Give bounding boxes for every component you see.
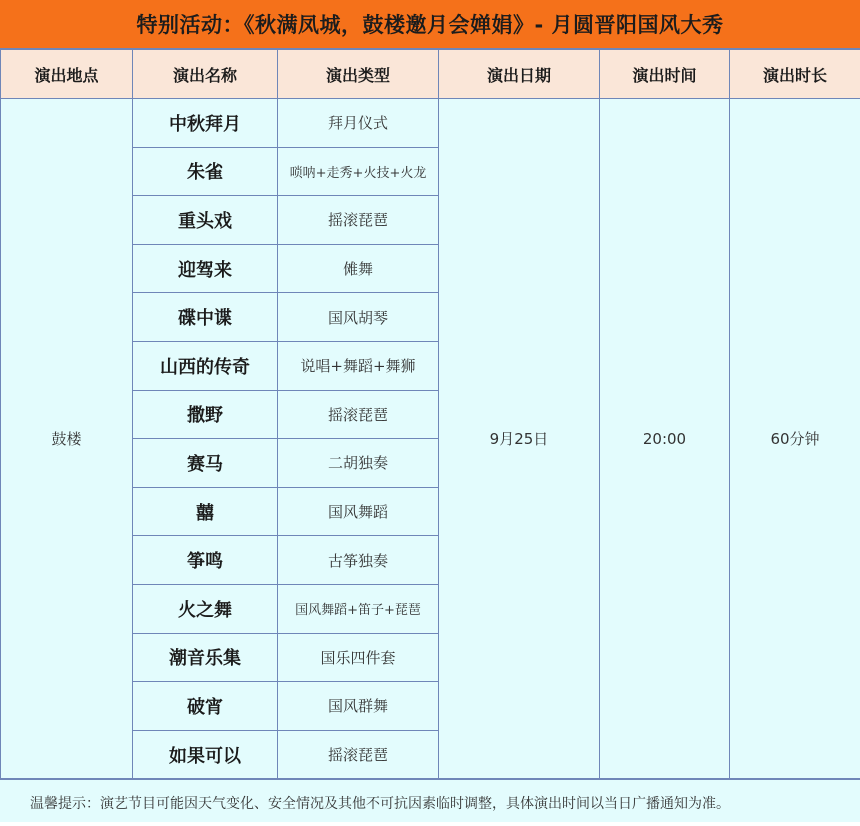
program-name: 赛马 <box>133 439 278 488</box>
header-location: 演出地点 <box>1 50 133 99</box>
program-name: 撒野 <box>133 390 278 439</box>
program-name: 囍 <box>133 487 278 536</box>
header-duration: 演出时长 <box>730 50 860 99</box>
program-type: 二胡独奏 <box>278 439 439 488</box>
program-name: 山西的传奇 <box>133 341 278 390</box>
program-type: 拜月仪式 <box>278 99 439 148</box>
location-cell: 鼓楼 <box>1 99 133 779</box>
program-type: 古筝独奏 <box>278 536 439 585</box>
program-name: 中秋拜月 <box>133 99 278 148</box>
program-name: 破宵 <box>133 682 278 731</box>
header-date: 演出日期 <box>439 50 600 99</box>
program-type: 国风舞蹈 <box>278 487 439 536</box>
date-cell: 9月25日 <box>439 99 600 779</box>
program-type: 唢呐+走秀+火技+火龙 <box>278 147 439 196</box>
program-name: 碟中谍 <box>133 293 278 342</box>
time-cell: 20:00 <box>600 99 730 779</box>
program-name: 如果可以 <box>133 730 278 779</box>
duration-cell: 60分钟 <box>730 99 860 779</box>
program-type: 国风舞蹈+笛子+琵琶 <box>278 584 439 633</box>
program-type: 国风群舞 <box>278 682 439 731</box>
footer-notice: 温馨提示：演艺节目可能因天气变化、安全情况及其他不可抗因素临时调整，具体演出时间以当日广播通知为准。 <box>0 779 860 826</box>
event-title: 特别活动：《秋满凤城，鼓楼邀月会婵娟》- 月圆晋阳国风大秀 <box>0 0 860 49</box>
header-row <box>1 50 860 99</box>
program-name: 重头戏 <box>133 196 278 245</box>
program-type: 摇滚琵琶 <box>278 390 439 439</box>
program-type: 傩舞 <box>278 244 439 293</box>
program-name: 筝鸣 <box>133 536 278 585</box>
program-name: 火之舞 <box>133 584 278 633</box>
program-type: 国风胡琴 <box>278 293 439 342</box>
schedule-table <box>0 49 860 779</box>
program-name: 潮音乐集 <box>133 633 278 682</box>
program-type: 说唱+舞蹈+舞狮 <box>278 341 439 390</box>
program-name: 朱雀 <box>133 147 278 196</box>
program-type: 摇滚琵琶 <box>278 730 439 779</box>
header-time: 演出时间 <box>600 50 730 99</box>
header-type: 演出类型 <box>278 50 439 99</box>
table-row <box>1 99 860 148</box>
header-name: 演出名称 <box>133 50 278 99</box>
program-name: 迎驾来 <box>133 244 278 293</box>
program-type: 国乐四件套 <box>278 633 439 682</box>
program-type: 摇滚琵琶 <box>278 196 439 245</box>
